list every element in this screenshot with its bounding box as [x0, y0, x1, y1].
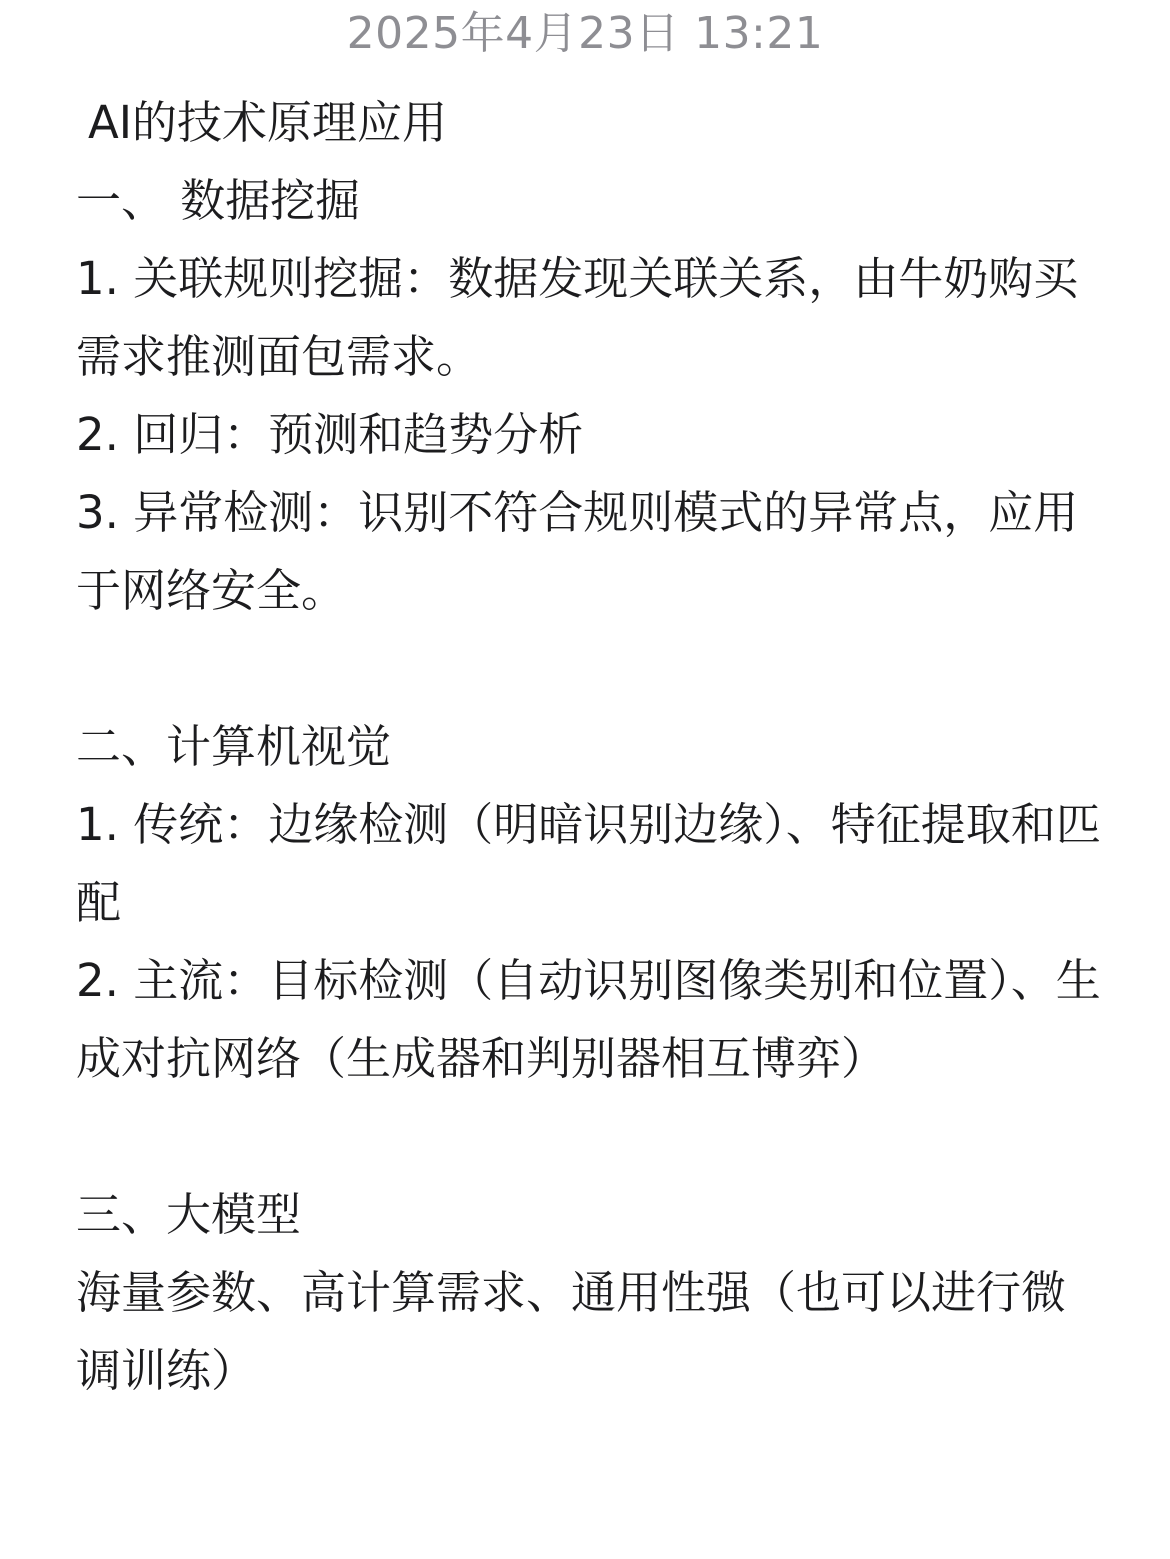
note-body[interactable] — [76, 84, 1106, 1410]
note-line: 2. 主流：目标检测（自动识别图像类别和位置）、生成对抗网络（生成器和判别器相互博弈） — [76, 954, 1101, 1085]
section-heading-large-models: 三、大模型 — [76, 1188, 302, 1241]
note-line: 2. 回归：预测和趋势分析 — [76, 408, 584, 461]
note-title: AI的技术原理应用 — [88, 96, 448, 149]
note-line: 3. 异常检测：识别不符合规则模式的异常点，应用于网络安全。 — [76, 486, 1079, 617]
note-timestamp: 2025年4月23日 13:21 — [346, 8, 824, 59]
blank-line — [76, 630, 1106, 708]
blank-line — [76, 1098, 1106, 1176]
section-heading-computer-vision: 二、计算机视觉 — [76, 720, 392, 773]
section-heading-data-mining: 一、 数据挖掘 — [76, 174, 361, 227]
note-line: 海量参数、高计算需求、通用性强（也可以进行微调训练） — [76, 1266, 1067, 1397]
note-line: 1. 关联规则挖掘：数据发现关联关系，由牛奶购买需求推测面包需求。 — [76, 252, 1079, 383]
note-line: 1. 传统：边缘检测（明暗识别边缘）、特征提取和匹配 — [76, 798, 1101, 929]
